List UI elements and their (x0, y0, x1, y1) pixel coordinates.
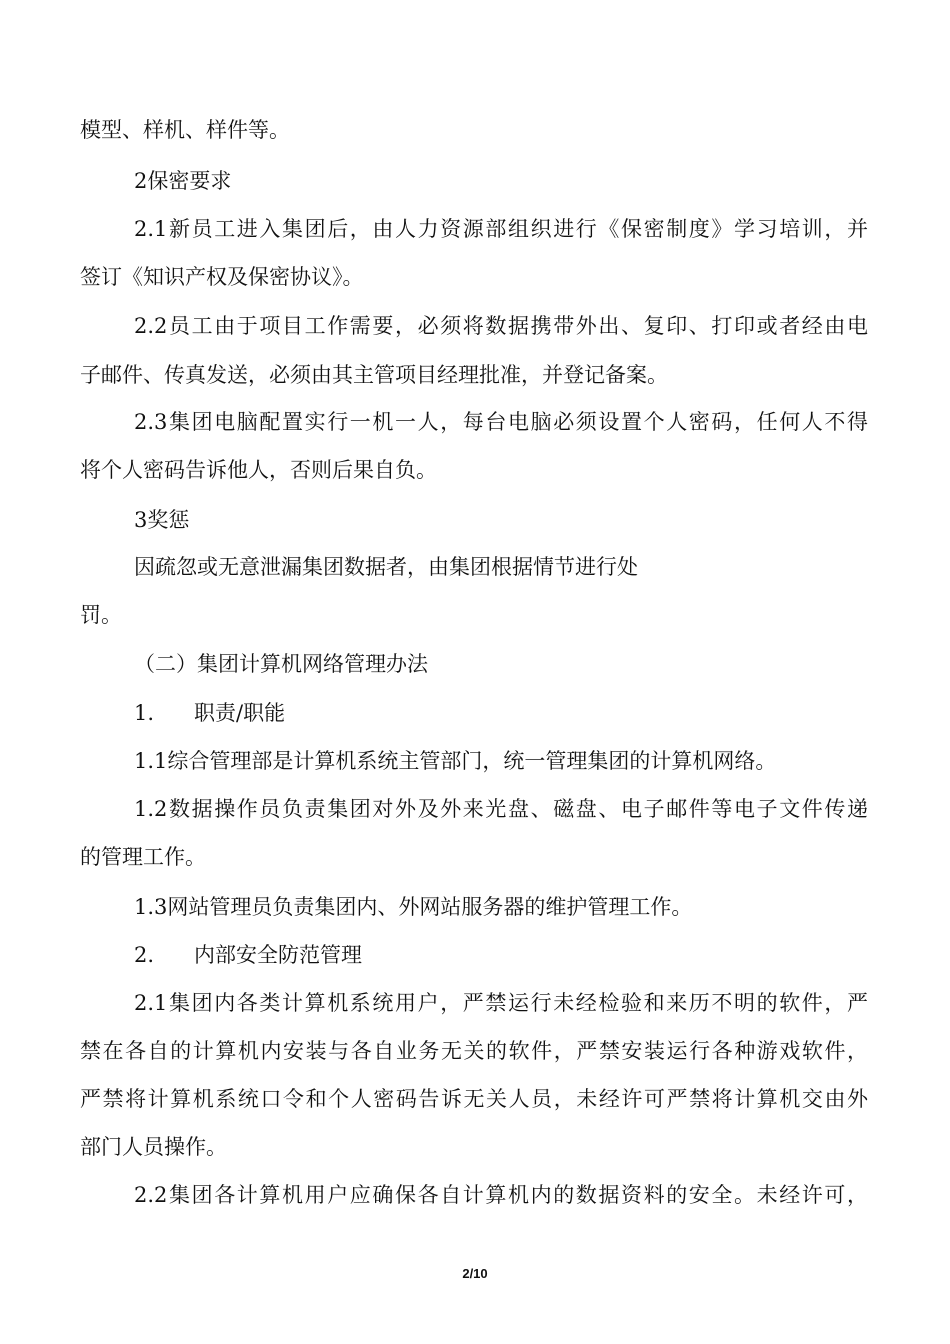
text-line: 模型、样机、样件等。 (80, 118, 290, 142)
text-line: 严禁将计算机系统口令和个人密码告诉无关人员，未经许可严禁将计算机交由外 (80, 1087, 868, 1111)
chapter-heading: （二）集团计算机网络管理办法 (134, 652, 428, 676)
text-line: 签订《知识产权及保密协议》。 (80, 265, 364, 289)
text-line: 1.3网站管理员负责集团内、外网站服务器的维护管理工作。 (134, 895, 693, 919)
text-line: 部门人员操作。 (80, 1135, 227, 1159)
section-heading: 2保密要求 (134, 169, 232, 193)
text-line: 2.3集团电脑配置实行一机一人，每台电脑必须设置个人密码，任何人不得 (134, 410, 868, 434)
heading-number: 2. (134, 943, 155, 967)
text-line: 的管理工作。 (80, 845, 206, 869)
text-line: 2.2员工由于项目工作需要，必须将数据携带外出、复印、打印或者经由电 (134, 314, 868, 338)
text-line: 1.2数据操作员负责集团对外及外来光盘、磁盘、电子邮件等电子文件传递 (134, 797, 868, 821)
heading-number: 1. (134, 701, 155, 725)
numbered-heading (134, 941, 362, 969)
text-line: 罚。 (80, 603, 122, 627)
text-line: 禁在各自的计算机内安装与各自业务无关的软件，严禁安装运行各种游戏软件， (80, 1039, 868, 1063)
text-line: 子邮件、传真发送，必须由其主管项目经理批准，并登记备案。 (80, 363, 668, 387)
text-line: 2.1集团内各类计算机系统用户，严禁运行未经检验和来历不明的软件，严 (134, 991, 868, 1015)
text-line: 2.2集团各计算机用户应确保各自计算机内的数据资料的安全。未经许可， (134, 1183, 868, 1207)
text-line: 将个人密码告诉他人，否则后果自负。 (80, 458, 437, 482)
text-line: 1.1综合管理部是计算机系统主管部门，统一管理集团的计算机网络。 (134, 749, 777, 773)
page-number: 2/10 (462, 1266, 488, 1281)
numbered-heading (134, 699, 285, 727)
heading-text: 内部安全防范管理 (194, 943, 363, 967)
text-line: 因疏忽或无意泄漏集团数据者，由集团根据情节进行处 (134, 555, 638, 579)
text-line: 2.1新员工进入集团后，由人力资源部组织进行《保密制度》学习培训，并 (134, 217, 868, 241)
heading-text: 职责/职能 (194, 701, 286, 725)
section-heading: 3奖惩 (134, 508, 190, 532)
